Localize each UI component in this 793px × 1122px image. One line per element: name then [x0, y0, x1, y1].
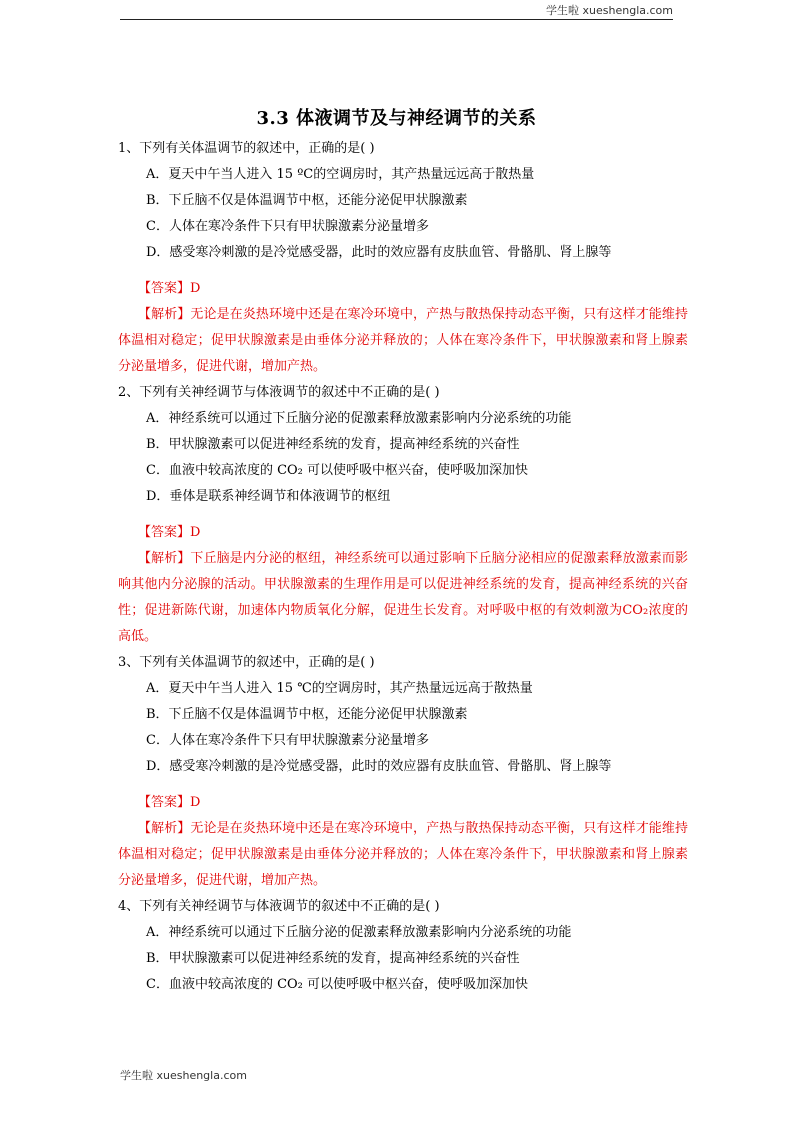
option-c: C．血液中较高浓度的 CO₂ 可以使呼吸中枢兴奋，使呼吸加深加快 [146, 977, 529, 992]
analysis-text: 【解析】无论是在炎热环境中还是在寒冷环境中，产热与散热保持动态平衡，只有这样才能维持体温相对稳定；促甲状腺激素是由垂体分泌并释放的；人体在寒冷条件下，甲状腺激素和肾上腺素分泌量增多，促进代谢，增加产热。 [118, 821, 688, 888]
question-stem: 3、下列有关体温调节的叙述中，正确的是( ) [118, 655, 375, 670]
footer-site-label: 学生啦 xueshengla.com [120, 1069, 247, 1082]
question-stem: 2、下列有关神经调节与体液调节的叙述中不正确的是( ) [118, 385, 440, 400]
option-a: A．神经系统可以通过下丘脑分泌的促激素释放激素影响内分泌系统的功能 [146, 925, 572, 940]
question-stem: 4、下列有关神经调节与体液调节的叙述中不正确的是( ) [118, 899, 440, 914]
analysis-text: 【解析】无论是在炎热环境中还是在寒冷环境中，产热与散热保持动态平衡，只有这样才能维持体温相对稳定；促甲状腺激素是由垂体分泌并释放的；人体在寒冷条件下，甲状腺激素和肾上腺素分泌量增多，促进代谢，增加产热。 [118, 307, 688, 374]
question-3 [118, 650, 688, 894]
answer-line: 【答案】D [138, 795, 201, 810]
option-c: C．人体在寒冷条件下只有甲状腺激素分泌量增多 [146, 733, 429, 748]
option-b: B．下丘脑不仅是体温调节中枢，还能分泌促甲状腺激素 [146, 707, 468, 722]
document-body [118, 136, 688, 998]
answer-line: 【答案】D [138, 281, 201, 296]
option-c: C．人体在寒冷条件下只有甲状腺激素分泌量增多 [146, 219, 429, 234]
option-d: D．感受寒冷刺激的是冷觉感受器，此时的效应器有皮肤血管、骨骼肌、肾上腺等 [146, 759, 612, 774]
question-1 [118, 136, 688, 380]
option-a: A．夏天中午当人进入 15 ºC的空调房时，其产热量远远高于散热量 [146, 167, 535, 182]
option-c: C．血液中较高浓度的 CO₂ 可以使呼吸中枢兴奋，使呼吸加深加快 [146, 463, 529, 478]
page-title: 3.3 体液调节及与神经调节的关系 [256, 108, 537, 129]
option-b: B．下丘脑不仅是体温调节中枢，还能分泌促甲状腺激素 [146, 193, 468, 208]
option-a: A．夏天中午当人进入 15 ℃的空调房时，其产热量远远高于散热量 [146, 681, 533, 696]
analysis-text: 【解析】下丘脑是内分泌的枢纽，神经系统可以通过影响下丘脑分泌相应的促激素释放激素而影响其他内分泌腺的活动。甲状腺激素的生理作用是可以促进神经系统的发育，提高神经系统的兴奋性；促进新陈代谢，加速体内物质氧化分解，促进生长发育。对呼吸中枢的有效刺激为CO₂浓度的高低。 [118, 551, 688, 644]
answer-line: 【答案】D [138, 525, 201, 540]
option-b: B．甲状腺激素可以促进神经系统的发育，提高神经系统的兴奋性 [146, 437, 520, 452]
question-2 [118, 380, 688, 650]
question-4 [118, 894, 688, 998]
header-divider [120, 19, 673, 20]
header-site-label: 学生啦 xueshengla.com [546, 4, 673, 17]
option-b: B．甲状腺激素可以促进神经系统的发育，提高神经系统的兴奋性 [146, 951, 520, 966]
option-a: A．神经系统可以通过下丘脑分泌的促激素释放激素影响内分泌系统的功能 [146, 411, 572, 426]
question-stem: 1、下列有关体温调节的叙述中，正确的是( ) [118, 141, 375, 156]
option-d: D．垂体是联系神经调节和体液调节的枢纽 [146, 489, 391, 504]
option-d: D．感受寒冷刺激的是冷觉感受器，此时的效应器有皮肤血管、骨骼肌、肾上腺等 [146, 245, 612, 260]
